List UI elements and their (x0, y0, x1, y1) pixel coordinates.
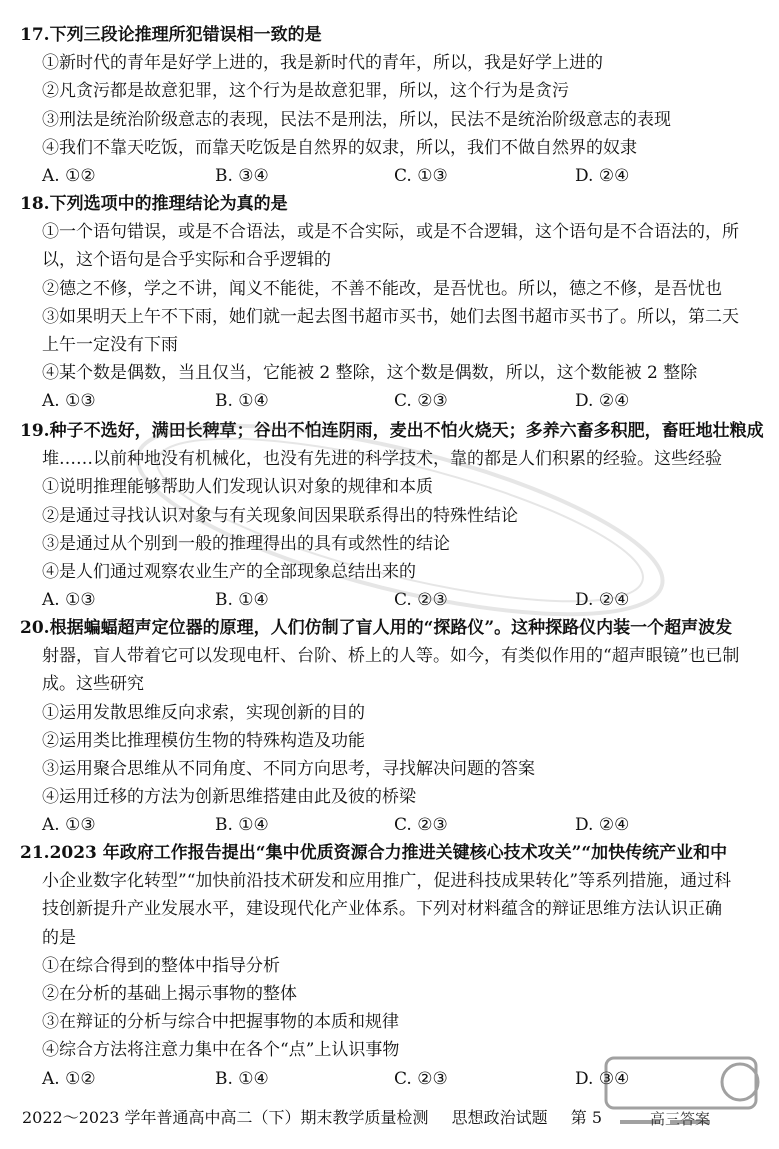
question-line: ④某个数是偶数，当且仅当，它能被 2 整除，这个数是偶数，所以，这个数能被 2 整除 (42, 363, 698, 384)
question-line: ③是通过从个别到一般的推理得出的具有或然性的结论 (42, 533, 450, 554)
footer-page-number: 第 5 (570, 1108, 603, 1127)
answer-option[interactable]: D. ③④ (575, 1068, 630, 1089)
question-title: 20.根据蝙蝠超声定位器的原理，人们仿制了盲人用的“探路仪”。这种探路仪内装一个超声波发 (20, 618, 733, 638)
page-footer (22, 1107, 620, 1129)
question-line: ①新时代的青年是好学上进的，我是新时代的青年，所以，我是好学上进的 (42, 53, 603, 74)
question-line: ③刑法是统治阶级意志的表现，民法不是刑法，所以，民法不是统治阶级意志的表现 (42, 109, 671, 130)
answer-option[interactable]: B. ①④ (215, 590, 269, 611)
question-line: 小企业数字化转型”“加快前沿技术研发和应用推广，促进科技成果转化”等系列措施，通过科 (42, 871, 732, 892)
question-title: 21.2023 年政府工作报告提出“集中优质资源合力推进关键核心技术攻关”“加快传统产业和中 (20, 843, 728, 863)
answer-option[interactable]: A. ①③ (42, 590, 96, 611)
logo-text: 高三答案 (650, 1110, 711, 1128)
question-line: ③如果明天上午不下雨，她们就一起去图书超市买书，她们去图书超市买书了。所以，第二天 (42, 306, 739, 327)
answer-option[interactable]: C. ②③ (394, 815, 448, 836)
question-title: 17.下列三段论推理所犯错误相一致的是 (20, 25, 322, 45)
question-line: 上午一定没有下雨 (42, 335, 178, 355)
question-line: ③运用聚合思维从不同角度、不同方向思考，寻找解决问题的答案 (42, 759, 535, 779)
question-line: 以，这个语句是合乎实际和合乎逻辑的 (42, 250, 331, 271)
question-line: ④我们不靠天吃饭，而靠天吃饭是自然界的奴隶，所以，我们不做自然界的奴隶 (42, 137, 637, 158)
answer-option[interactable]: B. ①④ (215, 391, 269, 412)
question-line: ④是人们通过观察农业生产的全部现象总结出来的 (42, 562, 416, 582)
question-line: 射器，盲人带着它可以发现电杆、台阶、桥上的人等。如今，有类似作用的“超声眼镜”也已制 (42, 646, 740, 667)
question-line: ②德之不修，学之不讲，闻义不能徙，不善不能改，是吾忧也。所以，德之不修，是吾忧也 (42, 278, 722, 299)
answer-option[interactable]: C. ①③ (394, 166, 448, 186)
question-line: ②是通过寻找认识对象与有关现象间因果联系得出的特殊性结论 (42, 505, 518, 526)
answer-options (42, 165, 662, 187)
answer-option[interactable]: A. ①③ (42, 391, 96, 412)
question-line: 的是 (42, 927, 76, 948)
answer-option[interactable]: D. ②④ (575, 590, 630, 611)
question-line: ①在综合得到的整体中指导分析 (42, 955, 280, 976)
question-line: ②凡贪污都是故意犯罪，这个行为是故意犯罪，所以，这个行为是贪污 (42, 81, 569, 102)
question-line: ①运用发散思维反向求索，实现创新的目的 (42, 702, 365, 723)
answer-options (42, 814, 662, 836)
answer-options (42, 1068, 662, 1090)
question-title: 18.下列选项中的推理结论为真的是 (20, 194, 288, 214)
question-line: 技创新提升产业发展水平，建设现代化产业体系。下列对材料蕴含的辩证思维方法认识正确 (42, 899, 722, 920)
question-line: 堆……以前种地没有机械化，也没有先进的科学技术，靠的都是人们积累的经验。这些经验 (42, 449, 722, 470)
question-line: ①一个语句错误，或是不合语法，或是不合实际，或是不合逻辑，这个语句是不合语法的，所 (42, 222, 739, 243)
answer-option[interactable]: B. ③④ (215, 166, 269, 186)
footer-subject: 思想政治试题 (451, 1108, 548, 1127)
answer-options (42, 390, 662, 412)
answer-option[interactable]: C. ②③ (394, 1068, 448, 1089)
answer-option[interactable]: D. ②④ (575, 391, 630, 412)
question-line: 成。这些研究 (42, 674, 144, 695)
footer-exam-title: 2022～2023 学年普通高中高二（下）期末教学质量检测 (22, 1108, 429, 1127)
question-line: ③在辩证的分析与综合中把握事物的本质和规律 (42, 1012, 399, 1033)
answer-option[interactable]: A. ①② (42, 166, 96, 186)
question-line: ④运用迁移的方法为创新思维搭建由此及彼的桥梁 (42, 787, 416, 808)
question-title: 19.种子不选好，满田长稗草；谷出不怕连阴雨，麦出不怕火烧天；多养六畜多积肥，畜旺地壮粮成 (20, 421, 764, 441)
question-line: ④综合方法将注意力集中在各个“点”上认识事物 (42, 1040, 400, 1061)
answer-options (42, 589, 662, 611)
answer-site-logo-icon (600, 1052, 770, 1144)
answer-option[interactable]: C. ②③ (394, 590, 448, 611)
question-line: ①说明推理能够帮助人们发现认识对象的规律和本质 (42, 477, 433, 498)
question-line: ②运用类比推理模仿生物的特殊构造及功能 (42, 730, 365, 751)
question-line: ②在分析的基础上揭示事物的整体 (42, 984, 297, 1004)
answer-option[interactable]: A. ①② (42, 1068, 96, 1089)
answer-option[interactable]: B. ①④ (215, 815, 269, 836)
answer-option[interactable]: B. ①④ (215, 1068, 269, 1089)
answer-option[interactable]: C. ②③ (394, 391, 448, 412)
answer-option[interactable]: A. ①③ (42, 815, 96, 836)
answer-option[interactable]: D. ②④ (575, 815, 630, 836)
answer-option[interactable]: D. ②④ (575, 166, 630, 186)
